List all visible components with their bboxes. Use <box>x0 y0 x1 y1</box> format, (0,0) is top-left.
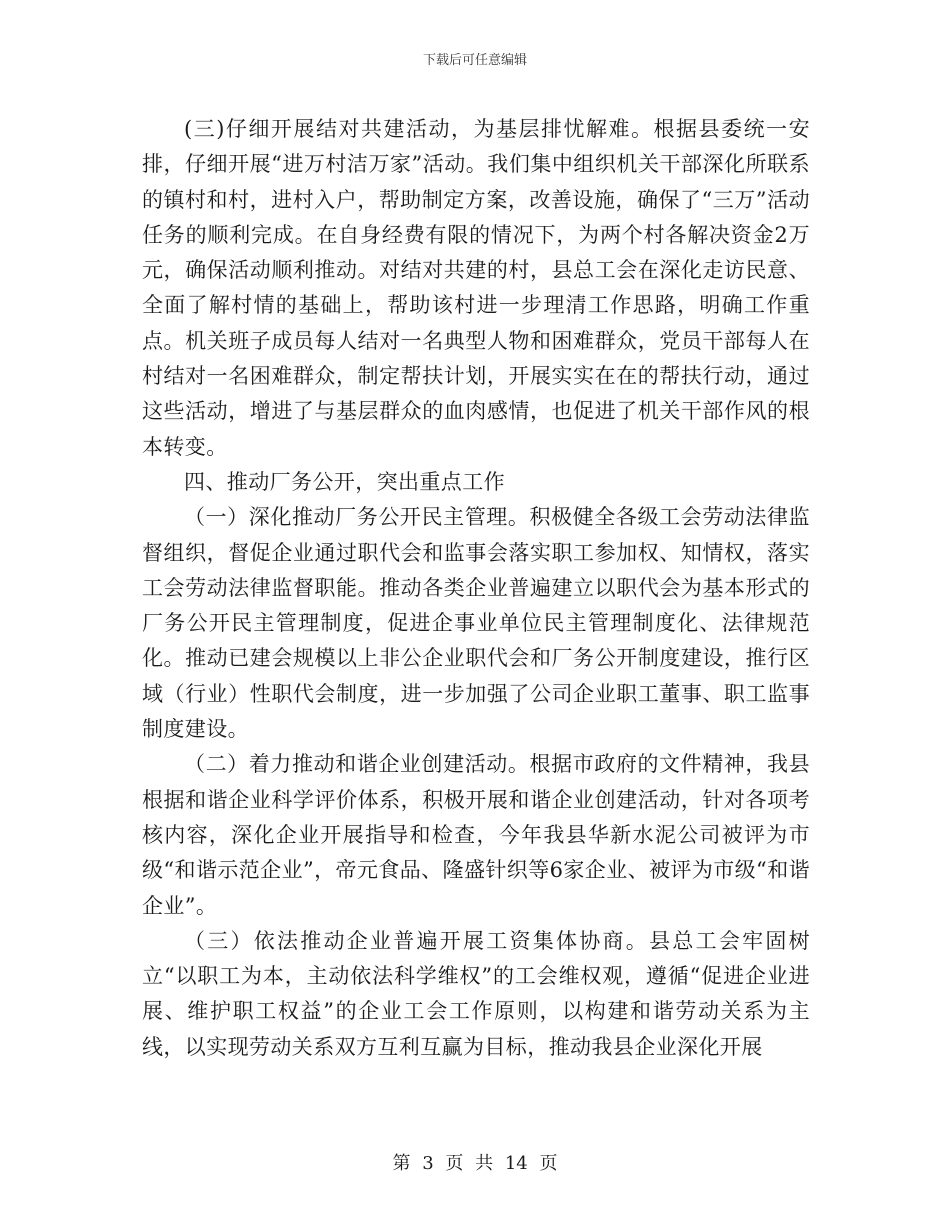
paragraph-pairing-activities: (三)仔细开展结对共建活动，为基层排忧解难。根据县委统一安排，仔细开展“进万村洁万家”活动。我们集中组织机关干部深化所联系的镇村和村，进村入户，帮助制定方案，改善设施，确保了“三万”活动任务的顺利完成。在自身经费有限的情况下，为两个村各解决资金2万元，确保活动顺利推动。对结对共建的村，县总工会在深化走访民意、全面了解村情的基础上，帮助该村进一步理清工作思路，明确工作重点。机关班子成员每人结对一名典型人物和困难群众，党员干部每人在村结对一名困难群众，制定帮扶计划，开展实实在在的帮扶行动，通过这些活动，增进了与基层群众的血肉感情，也促进了机关干部作风的根本转变。 <box>142 117 810 459</box>
document-body <box>142 112 810 1065</box>
paragraph-harmonious-enterprise: （二）着力推动和谐企业创建活动。根据市政府的文件精神，我县根据和谐企业科学评价体系，积极开展和谐企业创建活动，针对各项考核内容，深化企业开展指导和检查，今年我县华新水泥公司被评为市级“和谐示范企业”，帝元食品、隆盛针织等6家企业、被评为市级“和谐企业”。 <box>142 752 810 918</box>
header-note: 下载后可任意编辑 <box>422 53 527 68</box>
paragraph-wage-negotiation: （三）依法推动企业普遍开展工资集体协商。县总工会牢固树立“以职工为本，主动依法科学维权”的工会维权观，遵循“促进企业进展、维护职工权益”的企业工会工作原则，以构建和谐劳动关系为主线，以实现劳动关系双方互利互赢为目标，推动我县企业深化开展 <box>142 928 810 1059</box>
section-heading-factory-affairs: 四、推动厂务公开，突出重点工作 <box>184 469 505 494</box>
paragraph-democratic-management: （一）深化推动厂务公开民主管理。积极健全各级工会劳动法律监督组织，督促企业通过职代会和监事会落实职工参加权、知情权，落实工会劳动法律监督职能。推动各类企业普遍建立以职代会为基本形式的厂务公开民主管理制度，促进企事业单位民主管理制度化、法律规范化。推动已建会规模以上非公企业职代会和厂务公开制度建设，推行区域（行业）性职代会制度，进一步加强了公司企业职工董事、职工监事制度建设。 <box>142 505 810 742</box>
page-number-footer: 第 3 页 共 14 页 <box>392 1153 558 1174</box>
